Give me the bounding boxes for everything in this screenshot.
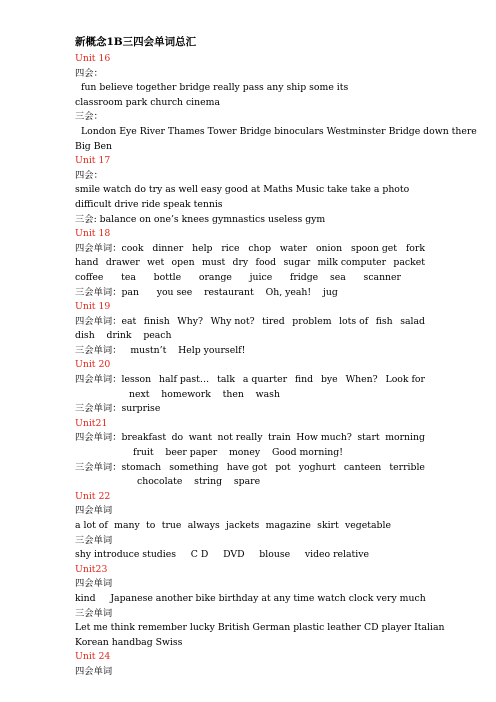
word: drawer xyxy=(105,257,140,269)
word: half past… xyxy=(159,374,210,386)
unit-22-four-words xyxy=(75,519,391,534)
word: 四会单词：cook xyxy=(75,242,144,254)
unit-16-three-words: London Eye River Thames Tower Bridge binoculars Westminster Bridge down there xyxy=(81,125,477,137)
unit-17-four-words-cont: difficult drive ride speak tennis xyxy=(75,198,223,210)
word: bye xyxy=(320,374,338,386)
unit-22-three-label: 三会单词 xyxy=(75,534,113,546)
word: finish xyxy=(143,315,170,327)
word: not really xyxy=(217,432,263,444)
word: Look for xyxy=(385,374,425,386)
word: to xyxy=(146,520,156,531)
word: do xyxy=(171,432,184,444)
unit-21-heading: Unit21 xyxy=(75,417,108,429)
word: Why? xyxy=(177,315,204,327)
unit-23-three-words-cont: Korean handbag Swiss xyxy=(75,636,183,648)
unit-16-three-words-cont: Big Ben xyxy=(75,140,113,152)
word: 三会单词：stomach xyxy=(75,461,162,473)
unit-23-four-label: 四会单词 xyxy=(75,578,113,590)
unit-16-four-label: 四会： xyxy=(75,67,103,79)
unit-16-heading: Unit 16 xyxy=(75,53,111,64)
word: How much? xyxy=(296,432,352,444)
word: wet xyxy=(146,257,165,269)
unit-17-four-words: smile watch do try as well easy good at Maths Music take take a photo xyxy=(75,184,410,196)
unit-18-three-words: 三会单词：pan you see restaurant Oh, yeah! jug xyxy=(75,286,338,298)
unit-19-three-words: 三会单词： mustn’t Help yourself! xyxy=(75,344,246,356)
word: terrible xyxy=(389,461,425,473)
word: pot xyxy=(275,461,291,473)
unit-22-three-words: shy introduce studies C D DVD blouse video relative xyxy=(75,549,370,561)
word: dry xyxy=(232,257,249,269)
word: packet xyxy=(393,257,425,269)
word: 四会单词：lesson xyxy=(75,374,152,386)
word: true xyxy=(161,520,182,531)
word: fish xyxy=(375,315,393,327)
unit-17-four-label: 四会： xyxy=(75,169,103,181)
word: skirt xyxy=(317,520,339,531)
word: food xyxy=(255,257,277,269)
word: have got xyxy=(226,461,268,473)
word: train xyxy=(268,432,291,444)
word: spoon get xyxy=(350,242,398,254)
unit-22-four-label: 四会单词 xyxy=(75,505,113,517)
word: 四会单词：breakfast xyxy=(75,432,167,444)
unit-21-three-words xyxy=(75,461,425,476)
unit-20-four-words xyxy=(75,373,425,388)
word: salad xyxy=(400,315,425,327)
unit-20-heading: Unit 20 xyxy=(75,359,111,371)
word: a quarter xyxy=(242,374,288,386)
unit-24-heading: Unit 24 xyxy=(75,651,111,663)
word: morning xyxy=(385,432,425,444)
word: rice xyxy=(221,242,240,254)
word: always xyxy=(187,520,220,531)
unit-23-heading: Unit23 xyxy=(75,563,108,575)
unit-17-heading: Unit 17 xyxy=(75,155,111,167)
document-title: 新概念1B三四会单词总汇 xyxy=(75,36,197,48)
word: sugar xyxy=(283,257,311,269)
word: open xyxy=(171,257,195,269)
document-page xyxy=(75,34,477,680)
word: something xyxy=(169,461,219,473)
word: yoghurt xyxy=(298,461,336,473)
word: When? xyxy=(345,374,378,386)
unit-18-four-words xyxy=(75,242,425,257)
word: find xyxy=(294,374,314,386)
unit-22-heading: Unit 22 xyxy=(75,490,111,502)
word: hand xyxy=(75,257,99,269)
word: canteen xyxy=(343,461,382,473)
word: must xyxy=(201,257,226,269)
unit-18-four-words-3: coffee tea bottle orange juice fridge sea scanner xyxy=(75,271,401,283)
word: start xyxy=(357,432,380,444)
word: Why not? xyxy=(210,315,255,327)
word: 四会单词：eat xyxy=(75,315,137,327)
word: jackets xyxy=(226,520,260,531)
word: a lot of xyxy=(75,520,108,531)
unit-19-heading: Unit 19 xyxy=(75,301,111,313)
unit-23-three-words: Let me think remember lucky British German plastic leather CD player Italian xyxy=(75,622,445,634)
unit-23-three-label: 三会单词 xyxy=(75,607,113,619)
word: fork xyxy=(405,242,425,254)
word: milk computer xyxy=(317,257,387,269)
word: many xyxy=(114,520,140,531)
unit-23-four-words: kind Japanese another bike birthday at any time watch clock very much xyxy=(75,592,426,604)
word: lots of xyxy=(339,315,369,327)
word: want xyxy=(188,432,212,444)
unit-16-four-words-cont: classroom park church cinema xyxy=(75,96,221,108)
unit-16-four-words: fun believe together bridge really pass any ship some its xyxy=(81,82,349,94)
word: magazine xyxy=(265,520,311,531)
unit-19-four-words xyxy=(75,315,425,330)
unit-20-three-words: 三会单词：surprise xyxy=(75,403,161,415)
word: chop xyxy=(248,242,272,254)
unit-24-four-label: 四会单词 xyxy=(75,665,113,677)
word: dinner xyxy=(152,242,184,254)
unit-18-heading: Unit 18 xyxy=(75,228,111,240)
unit-16-three-label: 三会： xyxy=(75,111,103,123)
word: tired xyxy=(262,315,285,327)
unit-21-three-words-2: chocolate string spare xyxy=(137,476,261,488)
word: talk xyxy=(217,374,235,386)
unit-18-four-words-2 xyxy=(75,256,425,271)
unit-20-four-words-2: next homework then wash xyxy=(129,388,280,400)
unit-19-four-words-2: dish drink peach xyxy=(75,330,172,342)
word: help xyxy=(192,242,213,254)
unit-17-three-words: 三会: balance on one’s knees gymnastics useless gym xyxy=(75,213,326,225)
word: water xyxy=(279,242,308,254)
word: problem xyxy=(292,315,332,327)
word: vegetable xyxy=(345,520,391,531)
unit-21-four-words xyxy=(75,431,425,446)
unit-21-four-words-2: fruit beer paper money Good morning! xyxy=(133,447,343,459)
word: onion xyxy=(315,242,343,254)
